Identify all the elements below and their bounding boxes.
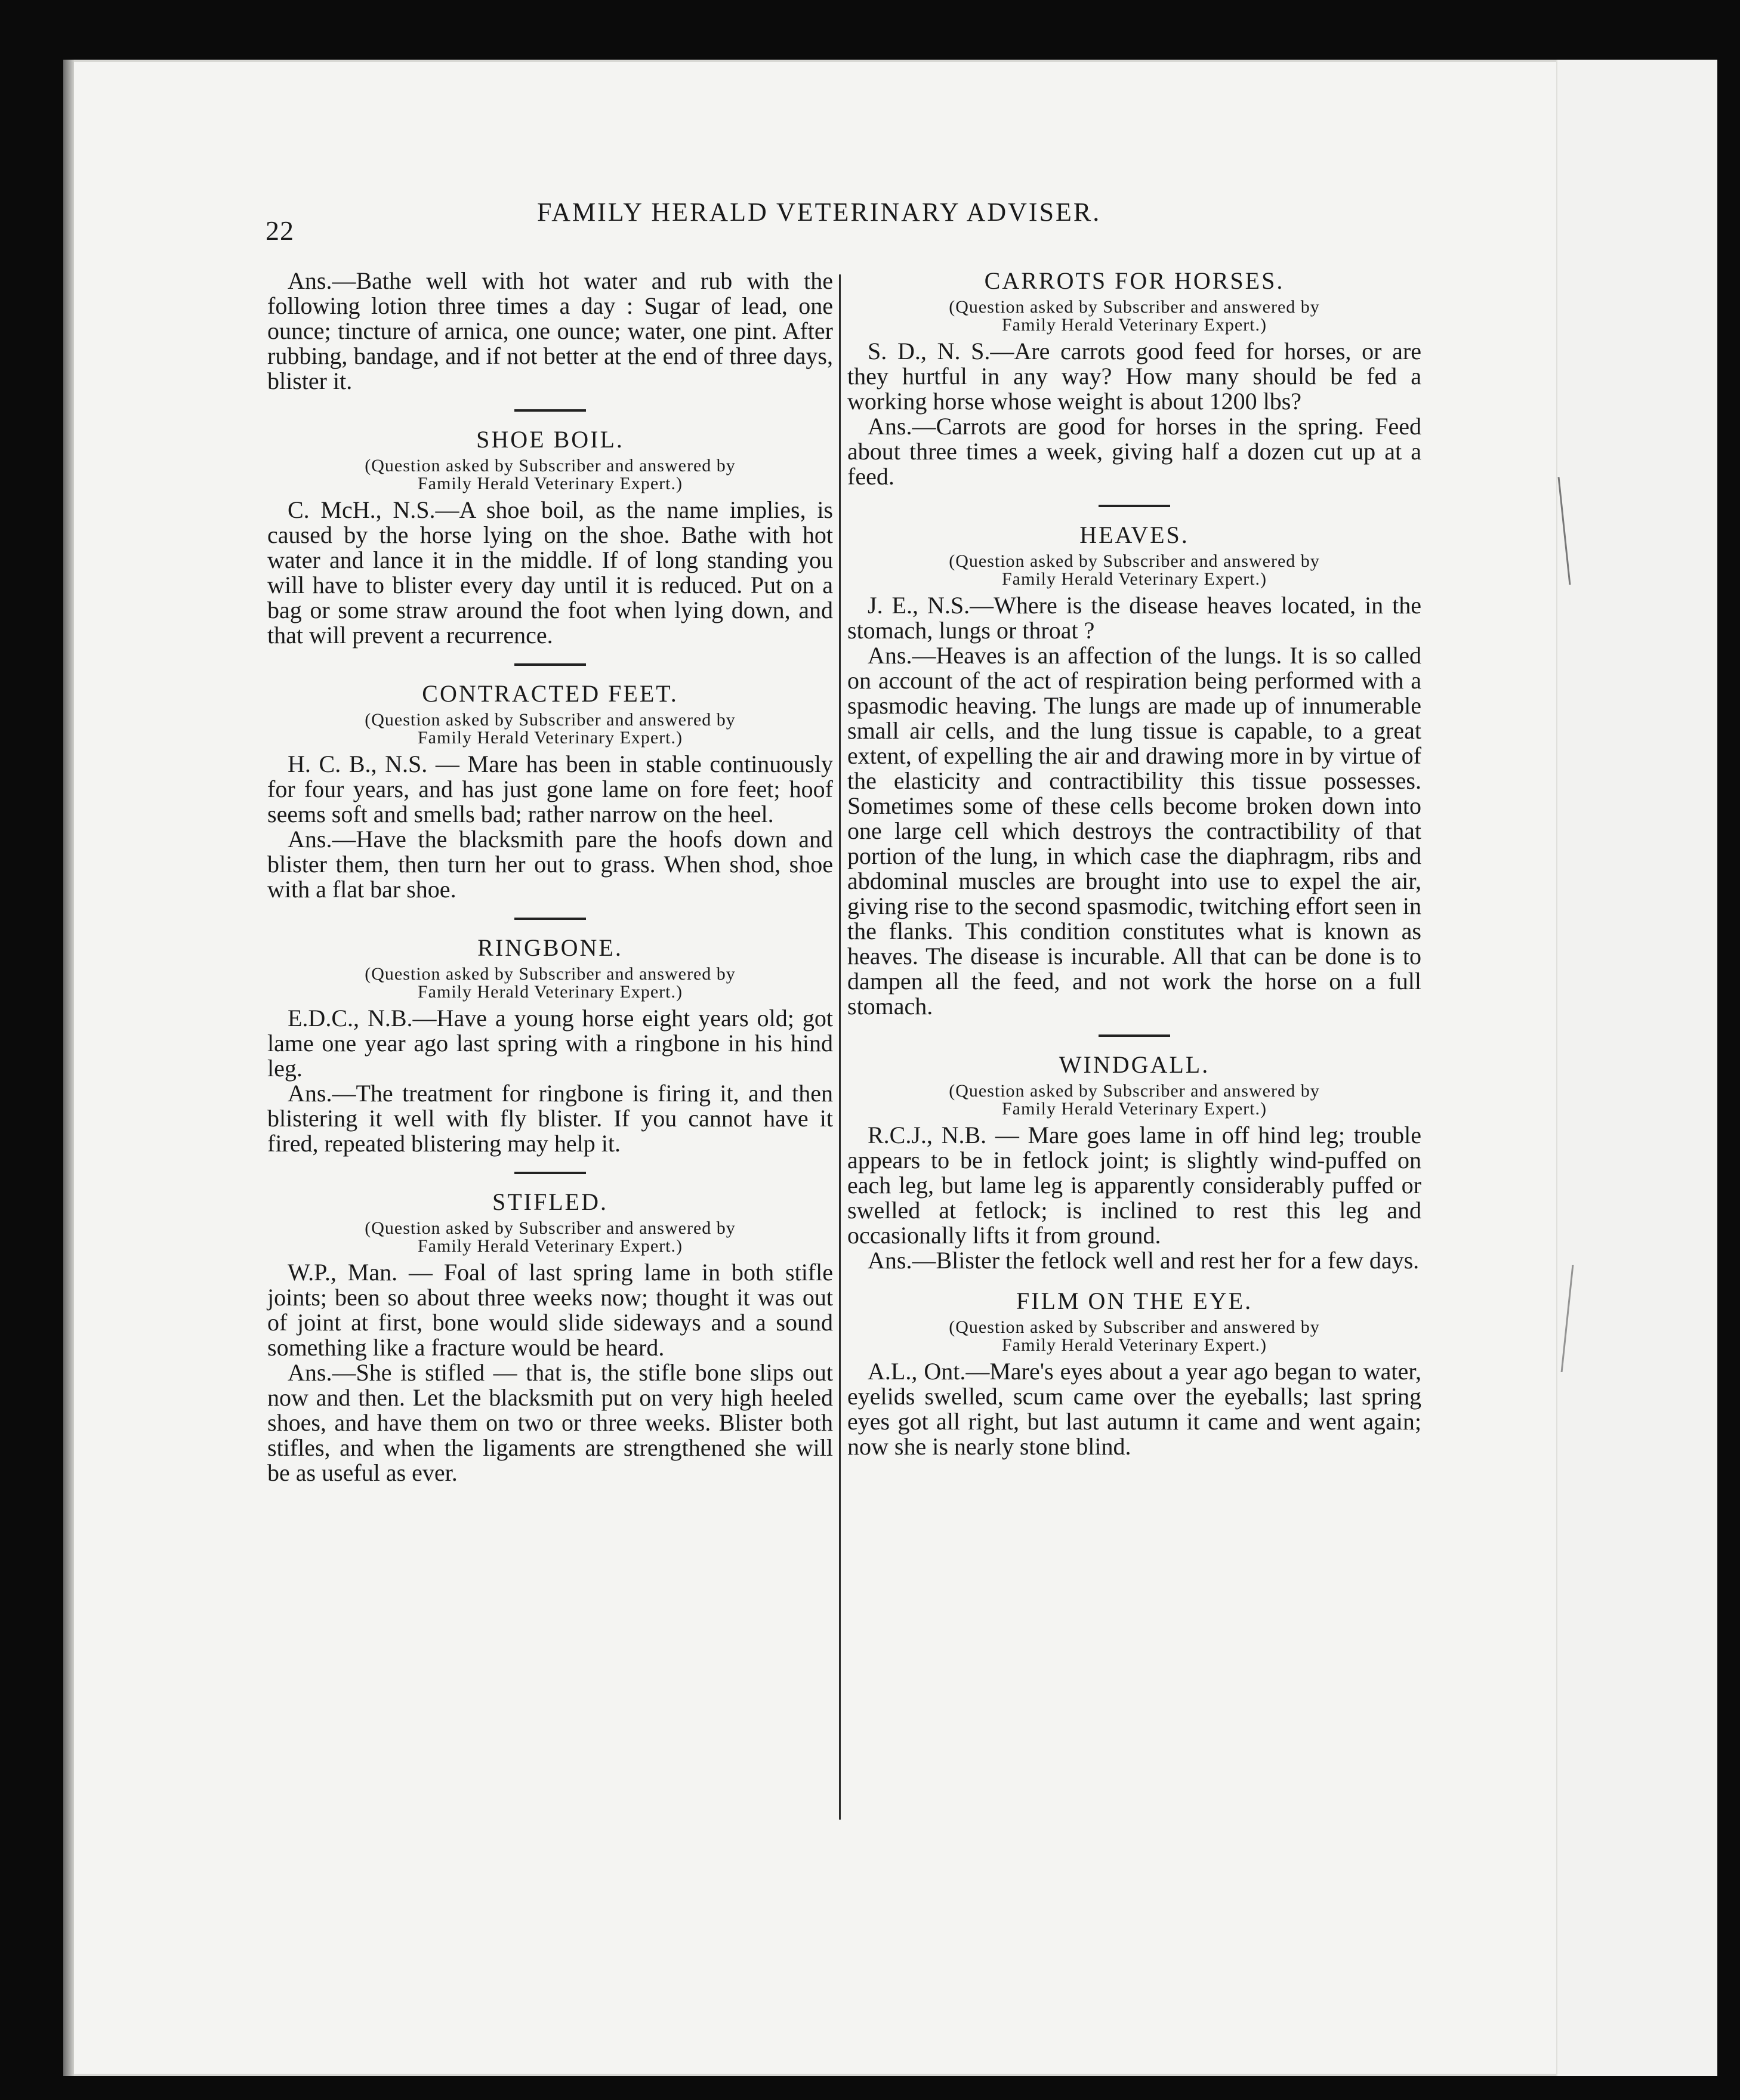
article-contracted-feet (267, 681, 833, 902)
article-paragraph: R.C.J., N.B. — Mare goes lame in off hind leg; trouble appears to be in fetlock joint; is slightly wind-puffed on each leg, but lame leg is apparently considerably puffed or swelled at fetlock; is inclined to rest this leg and occasionally lifts it from ground. (847, 1122, 1421, 1249)
left-column (267, 268, 833, 1486)
article-title: CONTRACTED FEET. (422, 680, 678, 707)
article-credit (847, 298, 1421, 334)
credit-line: (Question asked by Subscriber and answered by (365, 456, 736, 475)
credit-line: (Question asked by Subscriber and answered by (949, 297, 1320, 317)
article-title: SHOE BOIL. (476, 426, 624, 453)
article-paragraph: A.L., Ont.—Mare's eyes about a year ago began to water, eyelids swelled, scum came over the eyeballs; last spring eyes got all right, but last autumn it came and went again; now she is nearly stone blind. (847, 1358, 1421, 1460)
article-title: CARROTS FOR HORSES. (984, 267, 1285, 294)
article-paragraph: S. D., N. S.—Are carrots good feed for horses, or are they hurtful in any way? How many should be fed a working horse whose weight is about 1200 lbs? (847, 338, 1421, 415)
article-credit (847, 1318, 1421, 1354)
section-rule (514, 409, 586, 412)
running-head: FAMILY HERALD VETERINARY ADVISER. (537, 197, 1102, 227)
article-credit (267, 965, 833, 1001)
credit-line: Family Herald Veterinary Expert.) (418, 982, 683, 1002)
article-paragraph: Ans.—Have the blacksmith pare the hoofs down and blister them, then turn her out to grass. When shod, shoe with a flat bar shoe. (267, 826, 833, 903)
article-paragraph: Ans.—She is stifled — that is, the stifle bone slips out now and then. Let the blacksmith put on very high heeled shoes, and have them on two or three weeks. Blister both stifles, and when the ligaments are strengthened she will be as useful as ever. (267, 1359, 833, 1486)
article-film-on-the-eye (847, 1289, 1421, 1459)
article-heaves (847, 523, 1421, 1019)
credit-line: Family Herald Veterinary Expert.) (1002, 569, 1267, 589)
article-title: STIFLED. (492, 1188, 608, 1215)
section-rule (514, 1172, 586, 1174)
credit-line: (Question asked by Subscriber and answered by (365, 964, 736, 984)
credit-line: Family Herald Veterinary Expert.) (418, 728, 683, 748)
article-paragraph: C. McH., N.S.—A shoe boil, as the name implies, is caused by the horse lying on the shoe. Bathe with hot water and lance it in the middle. If of long standing you will have to blister every day until it is reduced. Put on a bag or some straw around the foot when lying down, and that will prevent a recurrence. (267, 496, 833, 648)
right-column (847, 268, 1421, 1459)
page-number: 22 (266, 215, 294, 246)
article-paragraph: E.D.C., N.B.—Have a young horse eight years old; got lame one year ago last spring with a ringbone in his hind leg. (267, 1005, 833, 1082)
facing-page-edge (1556, 60, 1717, 2076)
article-paragraph: Ans.—Blister the fetlock well and rest her for a few days. (868, 1247, 1420, 1274)
article-credit (267, 457, 833, 493)
credit-line: (Question asked by Subscriber and answered by (949, 1081, 1320, 1101)
credit-line: Family Herald Veterinary Expert.) (1002, 1335, 1267, 1355)
article-windgall (847, 1052, 1421, 1273)
credit-line: Family Herald Veterinary Expert.) (1002, 315, 1267, 335)
section-rule (514, 918, 586, 920)
section-rule (514, 663, 586, 666)
article-shoe-boil (267, 427, 833, 648)
article-credit (847, 1082, 1421, 1118)
credit-line: (Question asked by Subscriber and answered by (365, 710, 736, 730)
column-divider (839, 274, 841, 1820)
credit-line: (Question asked by Subscriber and answered by (365, 1218, 736, 1238)
section-rule (1099, 1034, 1170, 1037)
credit-line: Family Herald Veterinary Expert.) (418, 1236, 683, 1256)
article-title: RINGBONE. (477, 934, 623, 961)
article-credit (267, 1219, 833, 1255)
intro-paragraph: Ans.—Bathe well with hot water and rub with the following lotion three times a day : Sugar of lead, one ounce; tincture of arnica, one ounce; water, one pint. After rubbing, bandage, and if not better at the end of three days, blister it. (267, 267, 833, 394)
article-paragraph: Ans.—Heaves is an affection of the lungs. It is so called on account of the act of respiration being performed with a spasmodic heaving. The lungs are made up of innumerable small air cells, and the lung tissue is capable, to a great extent, of expelling the air and drawing more in by virtue of the elasticity and contractibility this tissue possesses. Sometimes some of these cells become broken down into one large cell which destroys the contractibility of that portion of the lung, in which case the diaphragm, ribs and abdominal muscles are brought into use to expel the air, giving rise to the second spasmodic, twitching effort seen in the flanks. This condition constitutes what is known as heaves. The disease is incurable. All that can be done is to dampen all the feed, and not work the horse on a full stomach. (847, 642, 1421, 1020)
article-credit (267, 711, 833, 747)
article-title: FILM ON THE EYE. (1016, 1287, 1253, 1314)
article-paragraph: H. C. B., N.S. — Mare has been in stable continuously for four years, and has just gone lame on fore feet; hoof seems soft and smells bad; rather narrow on the heel. (267, 751, 833, 827)
article-paragraph: W.P., Man. — Foal of last spring lame in both stifle joints; been so about three weeks now; thought it was out of joint at first, bone would slide sideways and a sound something like a fracture would be heard. (267, 1259, 833, 1361)
section-rule (1099, 505, 1170, 507)
article-paragraph: J. E., N.S.—Where is the disease heaves located, in the stomach, lungs or throat ? (847, 592, 1421, 644)
article-paragraph: Ans.—Carrots are good for horses in the spring. Feed about three times a week, giving half a dozen cut up at a feed. (847, 413, 1421, 490)
credit-line: (Question asked by Subscriber and answered by (949, 1317, 1320, 1337)
article-paragraph: Ans.—The treatment for ringbone is firing it, and then blistering it well with fly blister. If you cannot have it fired, repeated blistering may help it. (267, 1080, 833, 1157)
credit-line: Family Herald Veterinary Expert.) (1002, 1099, 1267, 1119)
article-title: WINDGALL. (1059, 1051, 1210, 1078)
article-carrots-for-horses (847, 268, 1421, 489)
article-title: HEAVES. (1079, 521, 1189, 548)
article-ringbone (267, 935, 833, 1156)
page-binding-edge (63, 60, 74, 2076)
article-stifled (267, 1190, 833, 1486)
credit-line: Family Herald Veterinary Expert.) (418, 474, 683, 493)
article-credit (847, 552, 1421, 588)
credit-line: (Question asked by Subscriber and answered by (949, 551, 1320, 571)
